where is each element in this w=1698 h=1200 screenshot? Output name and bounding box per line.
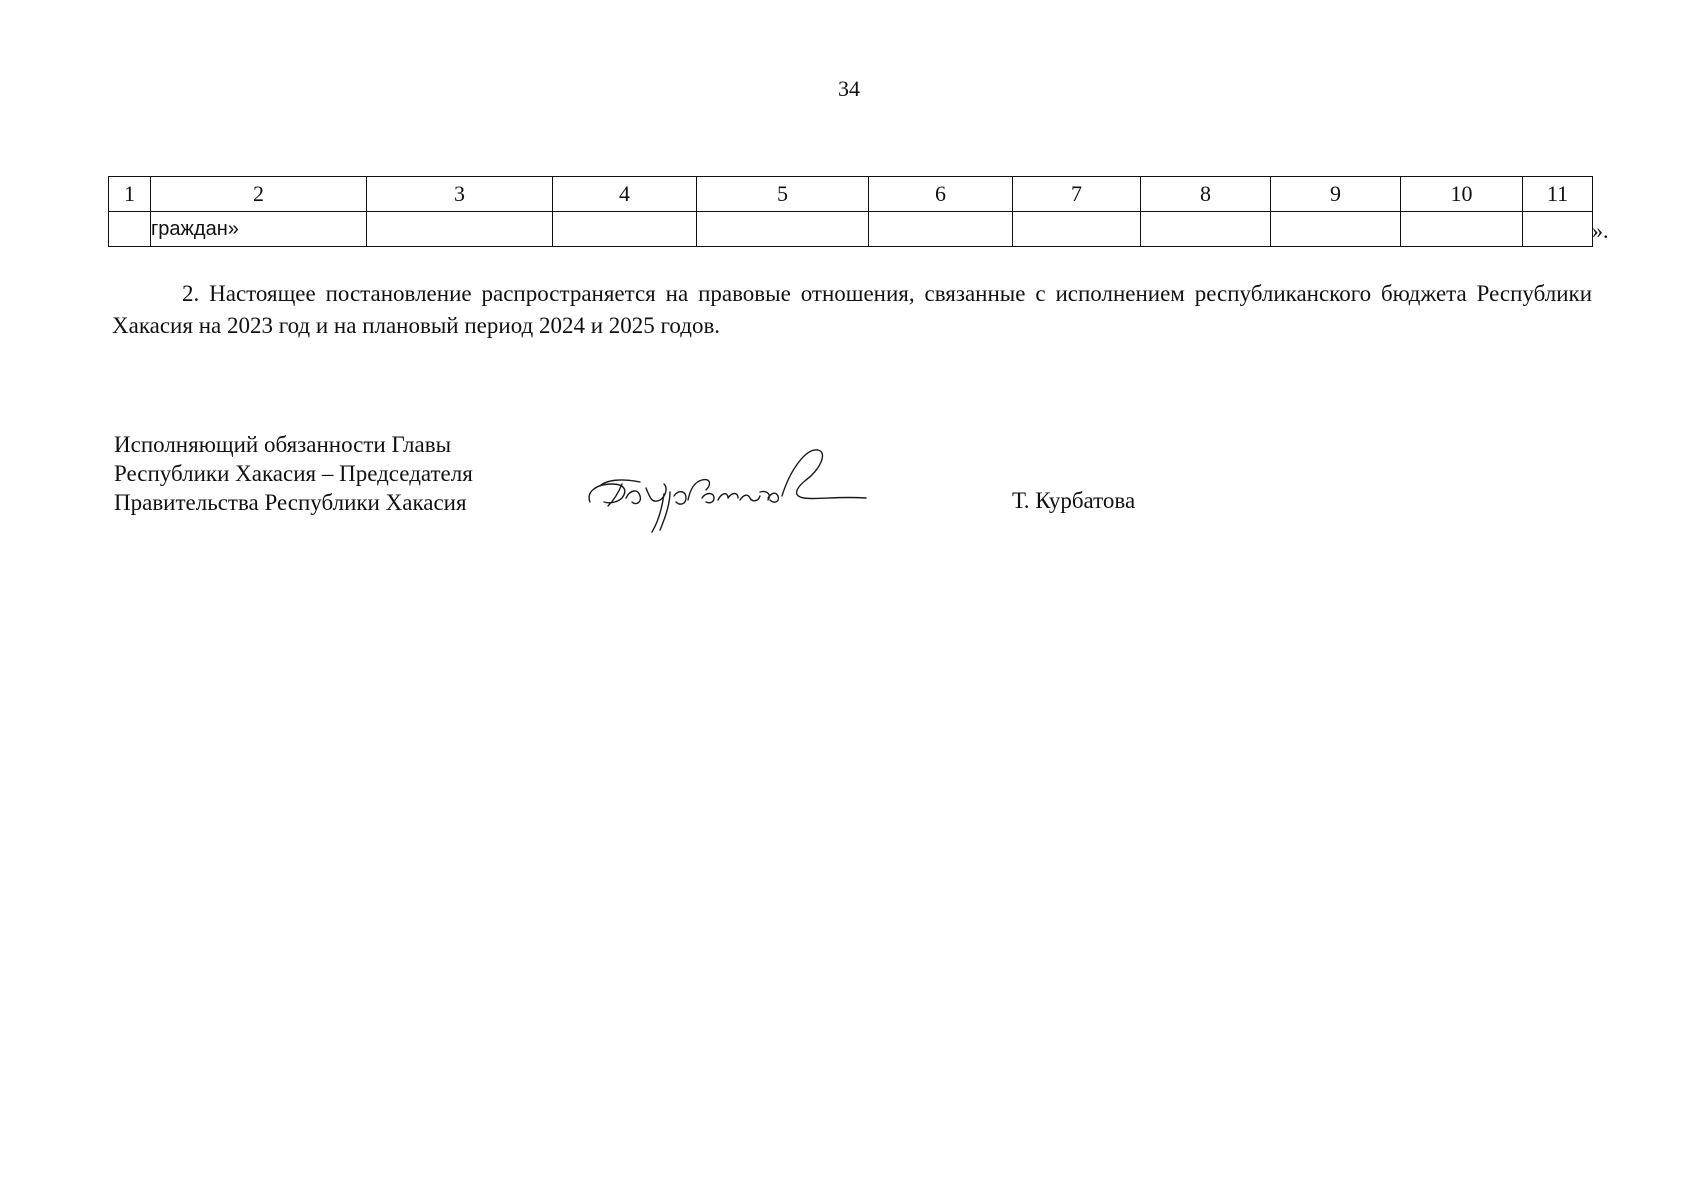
header-cell: 11 xyxy=(1523,177,1593,212)
signatory-title-line: Республики Хакасия – Председателя xyxy=(114,461,473,486)
header-cell: 8 xyxy=(1141,177,1271,212)
header-cell: 3 xyxy=(367,177,553,212)
header-cell: 6 xyxy=(869,177,1013,212)
table-header-row xyxy=(109,177,1593,212)
header-cell: 4 xyxy=(553,177,697,212)
table-cell xyxy=(1523,212,1593,247)
closing-quote-mark: ». xyxy=(1592,218,1609,243)
table-cell xyxy=(1141,212,1271,247)
signatory-title-line: Исполняющий обязанности Главы xyxy=(114,432,452,457)
header-cell: 2 xyxy=(151,177,367,212)
table-row xyxy=(109,212,1593,247)
header-cell: 1 xyxy=(109,177,151,212)
signatory-title xyxy=(114,430,473,517)
header-cell: 10 xyxy=(1401,177,1523,212)
clause-paragraph: 2. Настоящее постановление распространяется на правовые отношения, связанные с исполнением республиканского бюджета Республики Хакасия на 2023 год и на плановый период 2024 и 2025 годов. xyxy=(112,281,1592,338)
page-number: 34 xyxy=(838,76,860,101)
table-cell xyxy=(367,212,553,247)
table-cell xyxy=(1401,212,1523,247)
table-cell xyxy=(553,212,697,247)
table-cell xyxy=(1271,212,1401,247)
table-cell xyxy=(869,212,1013,247)
header-cell: 5 xyxy=(697,177,869,212)
signatory-name: Т. Курбатова xyxy=(1012,488,1136,513)
budget-table xyxy=(108,176,1593,247)
header-cell: 9 xyxy=(1271,177,1401,212)
signatory-title-line: Правительства Республики Хакасия xyxy=(114,490,467,515)
header-cell: 7 xyxy=(1013,177,1141,212)
table-cell xyxy=(109,212,151,247)
table-cell xyxy=(697,212,869,247)
handwritten-signature-icon xyxy=(582,440,872,540)
table-cell: граждан» xyxy=(151,212,367,247)
table-cell xyxy=(1013,212,1141,247)
